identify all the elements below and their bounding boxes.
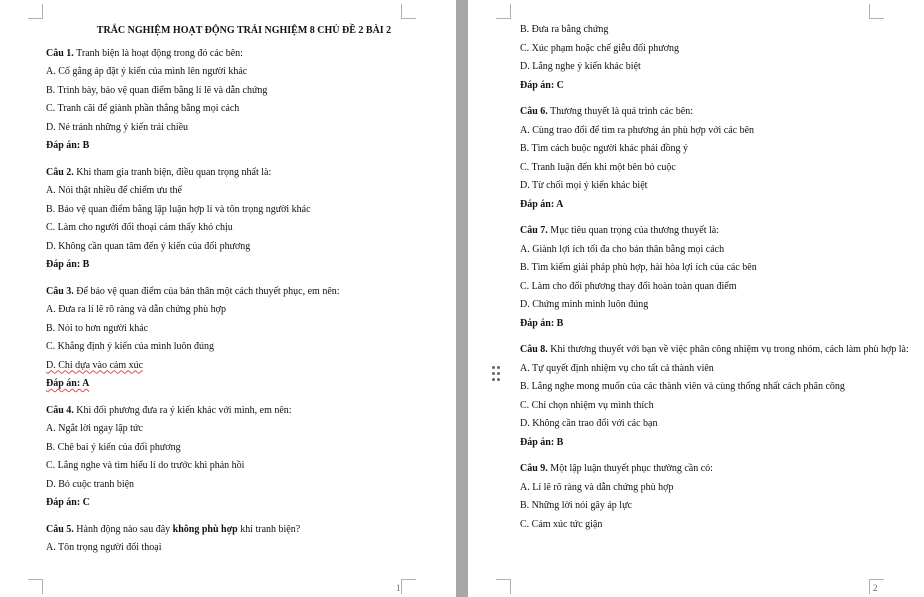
question-3 — [46, 283, 442, 302]
option-c: C. Tranh cãi để giành phần thắng bằng mọi cách — [46, 103, 240, 114]
spellcheck-underlined-text[interactable]: Đáp án: A — [46, 378, 90, 389]
page-number: 2 — [873, 583, 878, 593]
question-number: Câu 4. — [46, 404, 74, 416]
question-1 — [46, 45, 442, 64]
drag-handle-icon[interactable] — [492, 366, 502, 384]
option-c: C. Làm cho đối phương thay đổi hoàn toàn quan điểm — [520, 280, 737, 292]
document-page-2 — [468, 0, 924, 597]
question-7 — [520, 222, 916, 241]
option-a: A. Tự quyết định nhiệm vụ cho tất cả thành viên — [520, 362, 714, 374]
question-number: Câu 3. — [46, 285, 74, 297]
option-c: C. Khẳng định ý kiến của mình luôn đúng — [46, 341, 215, 352]
option-c: C. Lắng nghe và tìm hiểu lí do trước khi phản hồi — [46, 460, 245, 471]
option-d: D. Từ chối mọi ý kiến khác biệt — [520, 180, 648, 191]
option-a: A. Cố gắng áp đặt ý kiến của mình lên người khác — [46, 66, 248, 77]
question-8 — [520, 341, 916, 360]
option-d: D. Chứng minh mình luôn đúng — [520, 299, 649, 310]
answer: Đáp án: B — [46, 259, 90, 270]
option-a: A. Ngắt lời ngay lập tức — [46, 423, 143, 434]
question-4 — [46, 402, 442, 421]
option-a: A. Tôn trọng người đối thoại — [46, 542, 162, 553]
margin-corner-top-right — [401, 4, 416, 19]
option-c: C. Làm cho người đối thoại cảm thấy khó chịu — [46, 222, 233, 233]
question-number: Câu 5. — [46, 523, 74, 535]
answer: Đáp án: A — [520, 198, 564, 210]
option-a: A. Lí lẽ rõ ràng và dẫn chứng phù hợp — [520, 481, 674, 493]
option-d — [46, 357, 442, 376]
question-number: Câu 7. — [520, 225, 548, 236]
option-b: B. Tìm cách buộc người khác phải đồng ý — [520, 143, 688, 154]
question-number: Câu 8. — [520, 344, 548, 355]
option-d: D. Không cần quan tâm đến ý kiến của đối phương — [46, 240, 251, 252]
answer: Đáp án: B — [520, 436, 564, 448]
answer: Đáp án: B — [46, 140, 90, 151]
option-b: B. Nói to hơn người khác — [46, 322, 149, 334]
margin-corner-bottom-left — [496, 579, 511, 594]
question-number: Câu 1. — [46, 47, 74, 59]
answer — [46, 375, 442, 394]
answer: Đáp án: C — [46, 497, 90, 508]
option-d: D. Lắng nghe ý kiến khác biệt — [520, 61, 641, 72]
option-c: C. Cảm xúc tức giận — [520, 518, 603, 530]
margin-corner-bottom-right — [401, 579, 416, 594]
document-page-1 — [0, 0, 456, 597]
option-b: B. Tìm kiếm giải pháp phù hợp, hài hòa lợi ích của các bên — [520, 262, 757, 273]
page-1-content[interactable] — [46, 22, 442, 558]
question-text: Thương thuyết là quá trình các bên: — [547, 106, 694, 117]
question-2 — [46, 164, 442, 183]
margin-corner-top-right — [869, 4, 884, 19]
question-6 — [520, 103, 916, 122]
option-c: C. Chỉ chọn nhiệm vụ mình thích — [520, 399, 654, 411]
question-text: Khi thương thuyết với bạn về việc phân công nhiệm vụ trong nhóm, cách làm phù hợp là: — [547, 344, 909, 355]
option-b: B. Những lời nói gây áp lực — [520, 500, 632, 511]
question-number: Câu 9. — [520, 463, 548, 474]
question-text: Hành động nào sau đây — [73, 523, 173, 535]
question-number: Câu 2. — [46, 166, 74, 178]
option-a: A. Nói thật nhiều để chiếm ưu thế — [46, 185, 182, 196]
option-b: B. Bảo vệ quan điểm bằng lập luận hợp lí và tôn trọng người khác — [46, 203, 311, 215]
question-text: Một lập luận thuyết phục thường cần có: — [547, 463, 713, 474]
question-text: Mục tiêu quan trọng của thương thuyết là: — [547, 225, 720, 236]
page-number: 1 — [396, 583, 401, 593]
option-d: D. Bỏ cuộc tranh biện — [46, 478, 135, 490]
option-b: B. Đưa ra bằng chứng — [520, 24, 609, 35]
margin-corner-top-left — [496, 4, 511, 19]
option-a: A. Đưa ra lí lẽ rõ ràng và dẫn chứng phù hợp — [46, 304, 226, 315]
option-c: C. Tranh luận đến khi một bên bỏ cuộc — [520, 161, 676, 173]
option-b: B. Trình bày, bảo vệ quan điểm bằng lí lẽ và dẫn chứng — [46, 84, 268, 96]
question-text: Khi tham gia tranh biện, điều quan trọng nhất là: — [73, 166, 272, 178]
answer: Đáp án: C — [520, 79, 564, 91]
option-b: B. Lắng nghe mong muốn của các thành viên và cùng thống nhất cách phân công — [520, 381, 845, 392]
option-a: A. Cùng trao đổi để tìm ra phương án phù hợp với các bên — [520, 124, 755, 136]
question-text: Tranh biện là hoạt động trong đó các bên: — [73, 47, 243, 59]
question-5 — [46, 521, 442, 540]
question-9 — [520, 460, 916, 479]
spellcheck-underlined-text[interactable]: D. Chỉ dựa vào cảm xúc — [46, 359, 144, 371]
option-c: C. Xúc phạm hoặc chế giễu đối phương — [520, 42, 680, 54]
option-d: D. Không cần trao đổi với các bạn — [520, 418, 658, 429]
question-emphasis: không phù hợp — [172, 523, 238, 535]
answer: Đáp án: B — [520, 317, 564, 329]
page-2-content[interactable] — [520, 21, 916, 534]
document-title: TRẮC NGHIỆM HOẠT ĐỘNG TRẢI NGHIỆM 8 CHỦ ĐỀ 2 BÀI 2 — [96, 25, 392, 36]
question-number: Câu 6. — [520, 106, 548, 117]
question-text: Khi đối phương đưa ra ý kiến khác với mình, em nên: — [73, 404, 292, 416]
option-b: B. Chê bai ý kiến của đối phương — [46, 441, 181, 453]
option-a: A. Giành lợi ích tối đa cho bản thân bằng mọi cách — [520, 243, 725, 255]
option-d: D. Né tránh những ý kiến trái chiều — [46, 121, 189, 133]
margin-corner-bottom-left — [28, 579, 43, 594]
question-text: Để bảo vệ quan điểm của bản thân một cách thuyết phục, em nên: — [73, 285, 340, 297]
question-text: khi tranh biện? — [237, 523, 301, 535]
margin-corner-top-left — [28, 4, 43, 19]
